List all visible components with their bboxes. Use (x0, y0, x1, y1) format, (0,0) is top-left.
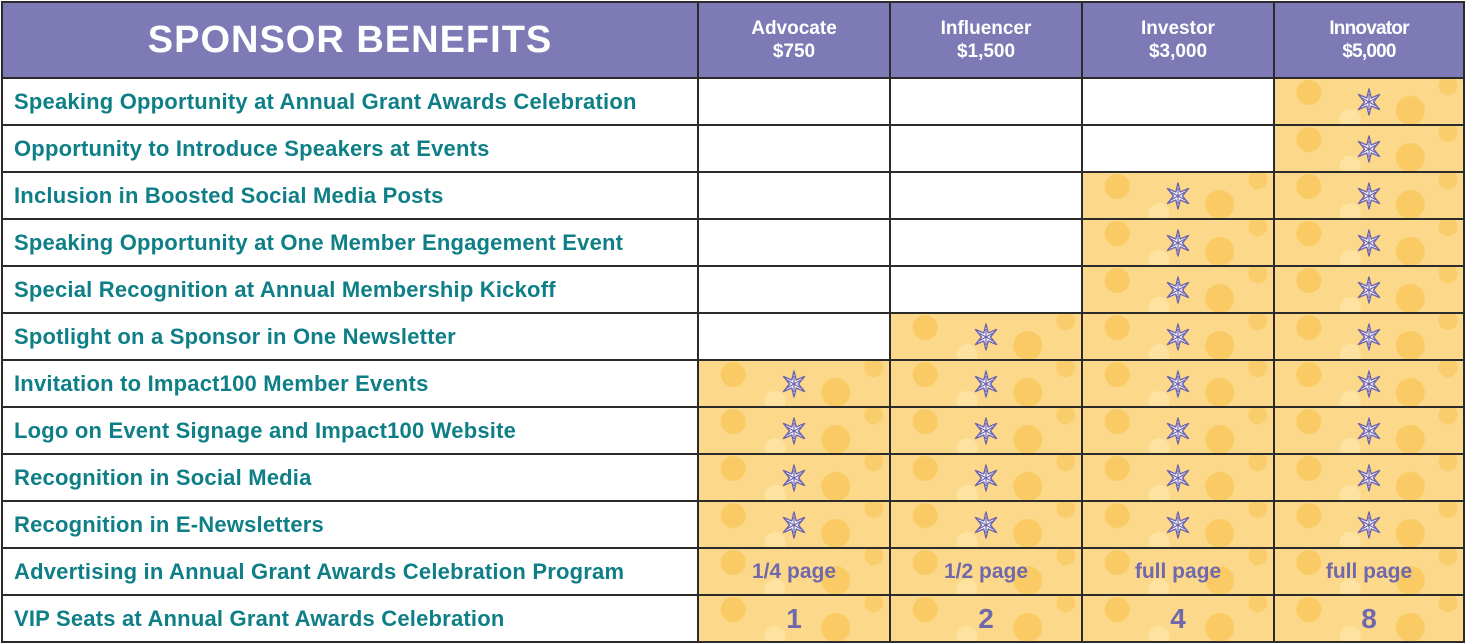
tier-cell (698, 172, 890, 219)
tier-name: Innovator (1329, 18, 1409, 39)
table-row (2, 407, 1464, 454)
benefit-label: Invitation to Impact100 Member Events (2, 360, 698, 407)
benefit-label: Spotlight on a Sponsor in One Newsletter (2, 313, 698, 360)
tier-cell (1274, 313, 1464, 360)
tier-cell (890, 313, 1082, 360)
tier-cell (1082, 219, 1274, 266)
tier-cell (1274, 407, 1464, 454)
tier-name: Advocate (751, 18, 837, 39)
star-icon (1164, 328, 1192, 345)
tier-cell (1082, 595, 1274, 642)
star-icon (1355, 140, 1383, 157)
tier-cell (1082, 78, 1274, 125)
tier-name: Influencer (940, 18, 1032, 39)
star-icon (1355, 516, 1383, 533)
table-row (2, 266, 1464, 313)
tier-cell (890, 407, 1082, 454)
tier-cell (890, 595, 1082, 642)
tier-cell (890, 548, 1082, 595)
benefits-body (2, 78, 1464, 642)
table-row (2, 78, 1464, 125)
star-icon (972, 422, 1000, 439)
tier-price: $5,000 (1342, 41, 1396, 62)
table-row (2, 548, 1464, 595)
seat-count: 8 (1361, 602, 1377, 634)
tier-cell (1082, 172, 1274, 219)
tier-cell (1082, 454, 1274, 501)
star-icon (1355, 281, 1383, 298)
tier-cell (1082, 125, 1274, 172)
star-icon (1164, 281, 1192, 298)
tier-cell (890, 78, 1082, 125)
tier-cell (1082, 266, 1274, 313)
benefit-label: Advertising in Annual Grant Awards Celebration Program (2, 548, 698, 595)
tier-cell (698, 407, 890, 454)
tier-cell (890, 219, 1082, 266)
table-row (2, 219, 1464, 266)
star-icon (1355, 93, 1383, 110)
star-icon (972, 469, 1000, 486)
table-row (2, 454, 1464, 501)
star-icon (1355, 375, 1383, 392)
seat-count: 1 (786, 602, 802, 634)
table-row (2, 360, 1464, 407)
tier-cell (1274, 219, 1464, 266)
star-icon (1355, 187, 1383, 204)
table-row (2, 595, 1464, 642)
tier-cell (1274, 454, 1464, 501)
star-icon (1355, 234, 1383, 251)
tier-cell (1082, 360, 1274, 407)
star-icon (1164, 422, 1192, 439)
seat-count: 4 (1170, 602, 1186, 634)
ad-size: 1/2 page (943, 559, 1029, 583)
star-icon (1164, 234, 1192, 251)
table-row (2, 172, 1464, 219)
star-icon (780, 516, 808, 533)
star-icon (1164, 516, 1192, 533)
tier-header-advocate (698, 2, 890, 78)
tier-cell (698, 595, 890, 642)
tier-cell (1274, 360, 1464, 407)
benefit-label: Inclusion in Boosted Social Media Posts (2, 172, 698, 219)
tier-cell (890, 454, 1082, 501)
tier-cell (1274, 501, 1464, 548)
star-icon (972, 375, 1000, 392)
star-icon (1164, 469, 1192, 486)
tier-cell (1274, 595, 1464, 642)
benefits-table (1, 1, 1465, 643)
benefit-label: Special Recognition at Annual Membership Kickoff (2, 266, 698, 313)
tier-header-investor (1082, 2, 1274, 78)
ad-size: 1/4 page (751, 559, 837, 583)
table-row (2, 313, 1464, 360)
tier-cell (1274, 172, 1464, 219)
tier-cell (698, 266, 890, 313)
star-icon (1355, 469, 1383, 486)
star-icon (780, 375, 808, 392)
tier-header-innovator (1274, 2, 1464, 78)
tier-cell (1274, 78, 1464, 125)
tier-cell (698, 501, 890, 548)
star-icon (780, 422, 808, 439)
benefit-label: Recognition in E-Newsletters (2, 501, 698, 548)
benefit-label: Opportunity to Introduce Speakers at Events (2, 125, 698, 172)
tier-cell (698, 219, 890, 266)
tier-cell (1082, 548, 1274, 595)
star-icon (780, 469, 808, 486)
tier-cell (1274, 125, 1464, 172)
benefit-label: Recognition in Social Media (2, 454, 698, 501)
tier-cell (698, 360, 890, 407)
star-icon (1355, 328, 1383, 345)
tier-cell (698, 313, 890, 360)
benefit-label: Speaking Opportunity at One Member Engagement Event (2, 219, 698, 266)
tier-header-influencer (890, 2, 1082, 78)
tier-cell (698, 125, 890, 172)
tier-price: $1,500 (956, 41, 1016, 62)
tier-cell (1082, 407, 1274, 454)
tier-cell (698, 454, 890, 501)
star-icon (972, 516, 1000, 533)
star-icon (1355, 422, 1383, 439)
tier-price: $750 (772, 41, 816, 62)
tier-cell (1082, 313, 1274, 360)
star-icon (1164, 187, 1192, 204)
table-row (2, 125, 1464, 172)
benefit-label: Logo on Event Signage and Impact100 Website (2, 407, 698, 454)
tier-cell (890, 172, 1082, 219)
tier-cell (890, 266, 1082, 313)
star-icon (1164, 375, 1192, 392)
tier-name: Investor (1141, 18, 1215, 39)
tier-price: $3,000 (1148, 41, 1208, 62)
tier-cell (1274, 548, 1464, 595)
tier-cell (1082, 501, 1274, 548)
seat-count: 2 (978, 602, 994, 634)
benefit-label: VIP Seats at Annual Grant Awards Celebration (2, 595, 698, 642)
tier-cell (890, 125, 1082, 172)
star-icon (972, 328, 1000, 345)
table-title: SPONSOR BENEFITS (2, 2, 698, 78)
benefit-label: Speaking Opportunity at Annual Grant Awards Celebration (2, 78, 698, 125)
table-row (2, 501, 1464, 548)
tier-cell (890, 501, 1082, 548)
tier-cell (890, 360, 1082, 407)
tier-cell (698, 78, 890, 125)
tier-cell (698, 548, 890, 595)
tier-cell (1274, 266, 1464, 313)
ad-size: full page (1325, 559, 1413, 583)
ad-size: full page (1134, 559, 1222, 583)
